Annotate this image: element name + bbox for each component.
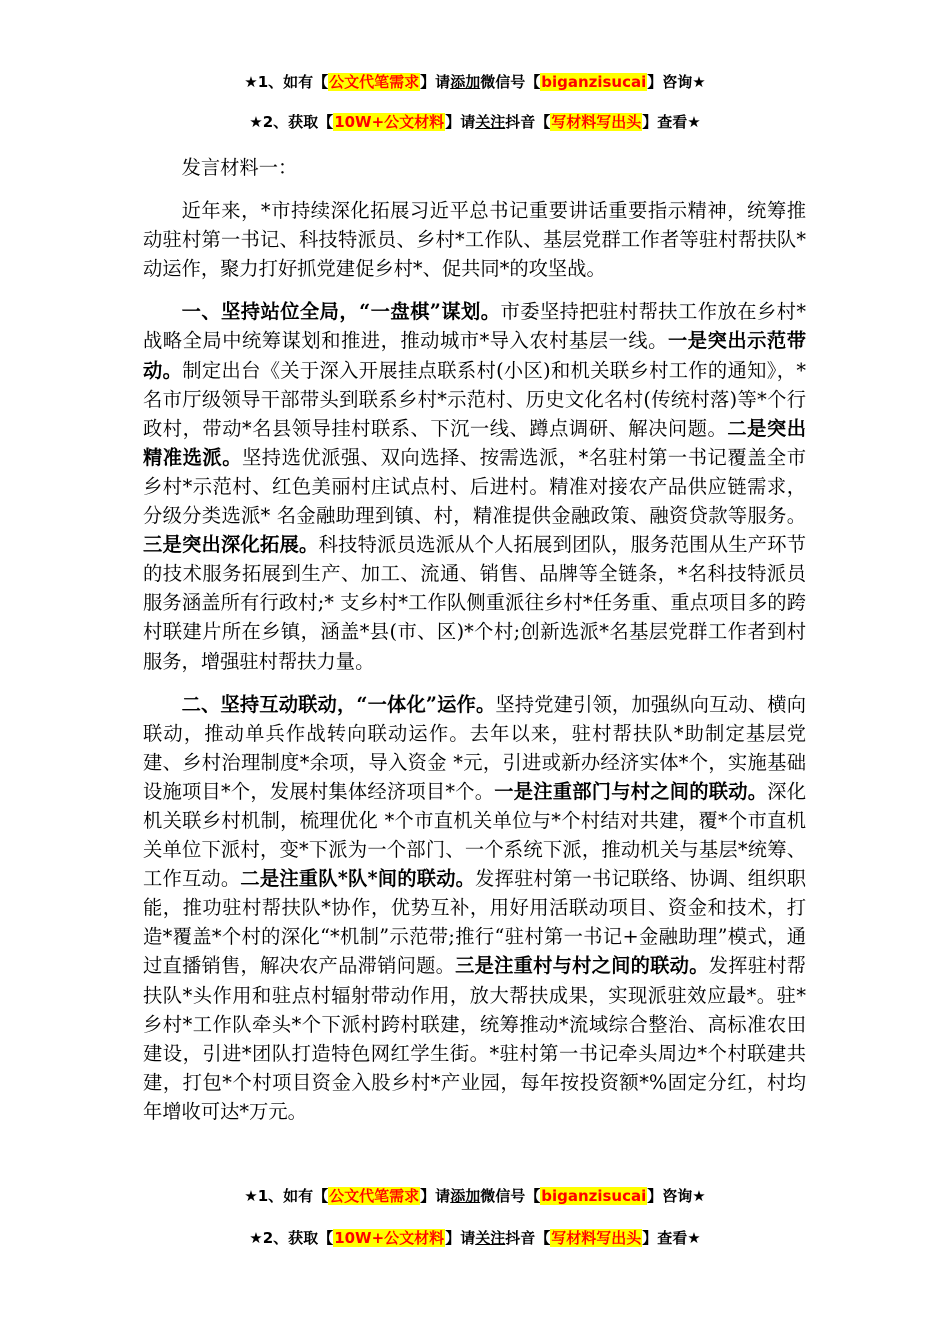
banner-highlight: 公文代笔需求 bbox=[329, 73, 420, 91]
star-icon: ★ bbox=[249, 1229, 263, 1247]
banner-text: 】咨询★ bbox=[647, 1187, 706, 1205]
banner-underlined: 关注 bbox=[475, 113, 506, 131]
star-icon: ★ bbox=[249, 113, 263, 131]
star-icon: ★ bbox=[244, 73, 258, 91]
banner-text: 】请 bbox=[420, 73, 451, 91]
promo-banner-top-2 bbox=[0, 111, 950, 133]
section-text: 市委坚持把驻村帮扶工作放在乡村*战略全局中统筹谋划和推进，推动城市*导入农村基层一线。 bbox=[143, 300, 807, 353]
banner-text: 】查看★ bbox=[642, 1229, 701, 1247]
intro-paragraph: 近年来，*市持续深化拓展习近平总书记重要讲话重要指示精神，统筹推动驻村第一书记、科技特派员、乡村*工作队、基层党群工作者等驻村帮扶队*动运作，聚力打好抓党建促乡村*、促共同*的攻坚战。 bbox=[143, 199, 806, 281]
banner-highlight: 10W+公文材料 bbox=[334, 113, 445, 131]
banner-text: 微信号【 bbox=[480, 73, 541, 91]
banner-text: 1、如有【 bbox=[257, 1187, 329, 1205]
section-text: 发挥驻村第一书记联络、协调、组织职能，推功驻村帮扶队*协作，优势互补，用好用活联动项目、资金和技术，打造*覆盖*个村的深化“*机制”示范带;推行“驻村第一书记+金融助理”模式，通过直播销售，解决农产品滞销问题。 bbox=[143, 867, 807, 978]
section-1-paragraph bbox=[143, 297, 806, 675]
point-heading: 三是突出深化拓展。 bbox=[143, 533, 319, 557]
promo-banner-bottom-2 bbox=[0, 1227, 950, 1249]
banner-text: 微信号【 bbox=[480, 1187, 541, 1205]
banner-text: 】查看★ bbox=[642, 113, 701, 131]
point-heading: 三是注重村与村之间的联动。 bbox=[455, 954, 709, 978]
star-icon: ★ bbox=[244, 1187, 258, 1205]
banner-underlined: 添加 bbox=[450, 1187, 481, 1205]
banner-highlight: 写材料写出头 bbox=[551, 1229, 642, 1247]
section-text: 坚持党建引领，加强纵向互动、横向联动，推动单兵作战转向联动运作。去年以来，驻村帮扶队*助制定基层党建、乡村治理制度*余项，导入资金 *元，引进或新办经济实体*个，实施基础设施项目*个，发展村集体经济项目*个。 bbox=[143, 692, 806, 803]
section-text: 制定出台《关于深入开展挂点联系村(小区)和机关联乡村工作的通知》，*名市厅级领导干部带头到联系乡村*示范村、历史文化名村(传统村落)等*个行政村，带动*名县领导挂村联系、下沉一线、蹲点调研、解决问题。 bbox=[143, 358, 806, 440]
section-text: 深化机关联乡村机制，梳理优化 *个市直机关单位与*个村结对共建，覆*个市直机关单位下派村，变*下派为一个部门、一个系统下派，推动机关与基层*统筹、工作互动。 bbox=[143, 779, 806, 891]
promo-banner-bottom-1 bbox=[0, 1185, 950, 1207]
doc-heading: 发言材料一： bbox=[181, 156, 298, 179]
banner-text: 2、获取【 bbox=[262, 113, 334, 131]
section-text: 坚持选优派强、双向选择、按需选派，*名驻村第一书记覆盖全市乡村*示范村、红色美丽村庄试点村、后进村。精准对接农产品供应链需求，分级分类选派* 名金融助理到镇、村，精准提供金融政策、融资贷款等服务。 bbox=[143, 445, 807, 528]
point-heading: 二是注重队*队*间的联动。 bbox=[240, 867, 476, 891]
banner-text: 】请 bbox=[445, 113, 476, 131]
banner-text: 】咨询★ bbox=[647, 73, 706, 91]
document-body bbox=[143, 153, 806, 1140]
section-1-heading: 一、坚持站位全局，“一盘棋”谋划。 bbox=[181, 300, 501, 324]
banner-text: 抖音【 bbox=[505, 113, 551, 131]
banner-text: 2、获取【 bbox=[262, 1229, 334, 1247]
point-heading: 一是注重部门与村之间的联动。 bbox=[494, 779, 768, 803]
banner-highlight: 公文代笔需求 bbox=[329, 1187, 420, 1205]
point-heading: 二是突出精准选派。 bbox=[143, 416, 807, 469]
banner-text: 】请 bbox=[420, 1187, 451, 1205]
section-text: 发挥驻村帮扶队*头作用和驻点村辐射带动作用，放大帮扶成果，实现派驻效应最*。驻*乡村*工作队牵头*个下派村跨村联建，统筹推动*流域综合整治、高标准农田建设，引进*团队打造特色网红学生街。*驻村第一书记牵头周边*个村联建共建，打包*个村项目资金入股乡村*产业园，每年按投资额*%固定分红，村均年增收可达*万元。 bbox=[143, 954, 807, 1123]
banner-text: 】请 bbox=[445, 1229, 476, 1247]
banner-text: 抖音【 bbox=[505, 1229, 551, 1247]
section-2-heading: 二、坚持互动联动，“一体化”运作。 bbox=[181, 692, 496, 716]
banner-highlight: biganzisucai bbox=[541, 73, 647, 91]
banner-highlight: biganzisucai bbox=[541, 1187, 647, 1205]
banner-text: 1、如有【 bbox=[257, 73, 329, 91]
banner-highlight: 10W+公文材料 bbox=[334, 1229, 445, 1247]
promo-banner-top-1 bbox=[0, 71, 950, 93]
section-2-paragraph bbox=[143, 690, 806, 1126]
banner-underlined: 添加 bbox=[450, 73, 481, 91]
section-text: 科技特派员选派从个人拓展到团队，服务范围从生产环节的技术服务拓展到生产、加工、流通、销售、品牌等全链条，*名科技特派员服务涵盖所有行政村;* 支乡村*工作队侧重派往乡村*任务重、重点项目多的跨村联建片所在乡镇，涵盖*县(市、区)*个村;创新选派*名基层党群工作者到村服务，增强驻村帮扶力量。 bbox=[143, 533, 807, 673]
point-heading: 一是突出示范带动。 bbox=[143, 329, 807, 382]
banner-underlined: 关注 bbox=[475, 1229, 506, 1247]
banner-highlight: 写材料写出头 bbox=[551, 113, 642, 131]
